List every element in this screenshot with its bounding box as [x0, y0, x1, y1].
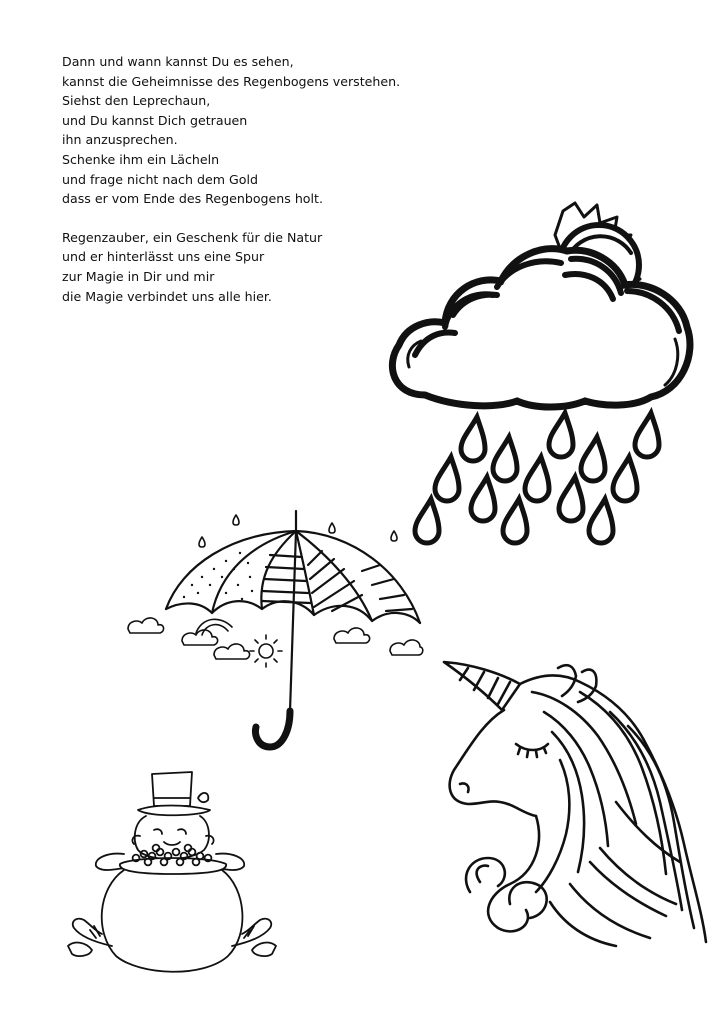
leprechaun-pot-of-gold-icon [64, 770, 280, 982]
poem-stanza-1 [62, 52, 482, 209]
poem-line: kannst die Geheimnisse des Regenbogens verstehen. [62, 73, 401, 89]
poem-line: ihn anzusprechen. [62, 132, 178, 148]
poem-line: Schenke ihm ein Lächeln [62, 151, 220, 167]
poem-line: Regenzauber, ein Geschenk für die Natur [62, 229, 323, 245]
poem-line: die Magie verbindet uns alle hier. [62, 288, 272, 304]
poem-line: Dann und wann kannst Du es sehen, [62, 54, 294, 69]
umbrella-icon [122, 505, 422, 755]
poem-line: und frage nicht nach dem Gold [62, 171, 258, 187]
cloud-sun-rain-icon [385, 195, 697, 550]
poem-line: dass er vom Ende des Regenbogens holt. [62, 191, 323, 207]
poem-line: und er hinterlässt uns eine Spur [62, 249, 265, 265]
poem-line: und Du kannst Dich getrauen [62, 112, 248, 128]
poem-line: Siehst den Leprechaun, [62, 93, 211, 109]
unicorn-head-icon [440, 652, 710, 950]
poem-line: zur Magie in Dir und mir [62, 268, 215, 284]
